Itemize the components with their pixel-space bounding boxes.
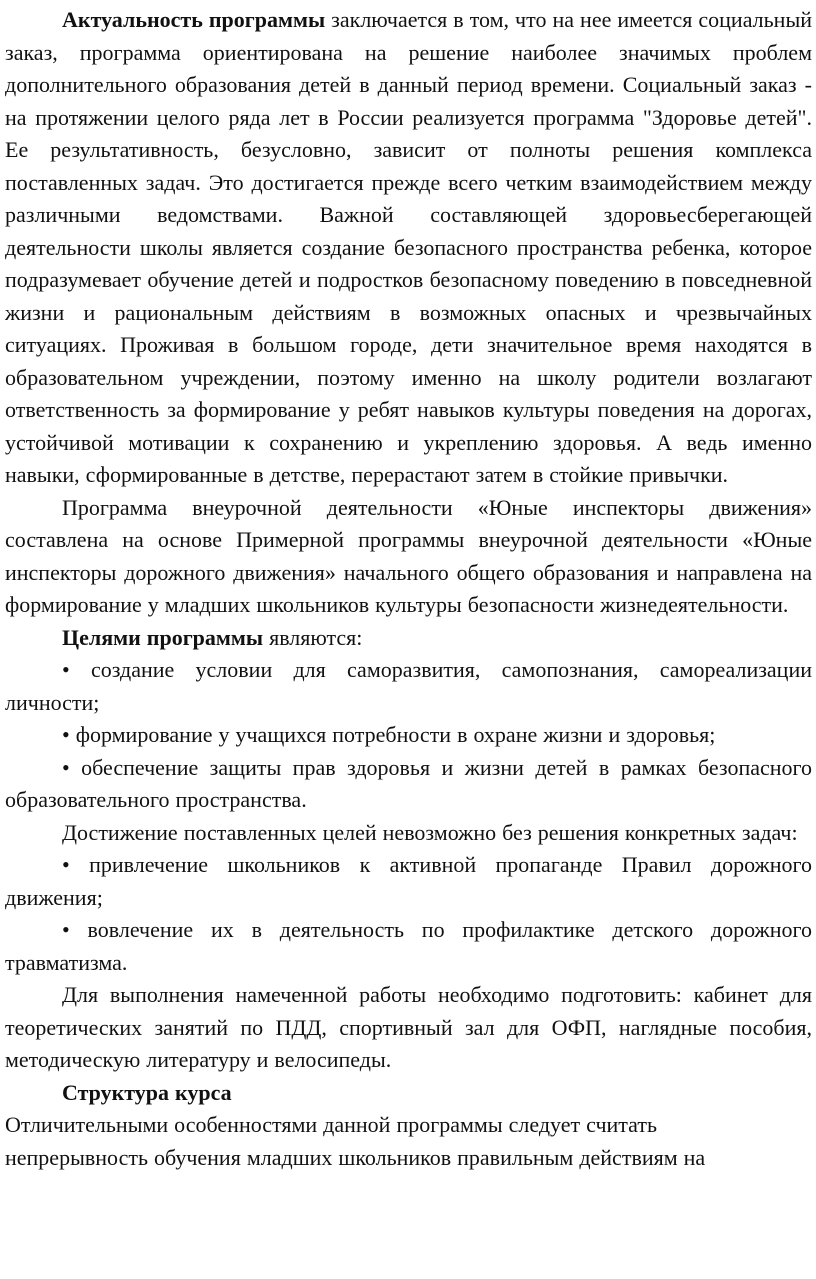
equipment-paragraph: Для выполнения намеченной работы необходимо подготовить: кабинет для теоретических занятий по ПДД, спортивный зал для ОФП, наглядные пособия, методическую литературу и велосипеды. — [5, 982, 812, 1072]
goals-heading: Целями программы — [62, 624, 264, 650]
goal-item: • обеспечение защиты прав здоровья и жизни детей в рамках безопасного образовательного пространства. — [5, 754, 812, 812]
goal-item: • формирование у учащихся потребности в охране жизни и здоровья; — [62, 722, 716, 747]
goals-paragraph — [5, 622, 812, 655]
task-item: • привлечение школьников к активной пропаганде Правил дорожного движения; — [5, 852, 812, 910]
relevance-heading: Актуальность программы — [62, 7, 326, 32]
relevance-paragraph — [5, 4, 812, 492]
goal-item: • создание условии для саморазвития, самопознания, самореализации личности; — [5, 657, 812, 715]
tasks-intro-paragraph: Достижение поставленных целей невозможно без решения конкретных задач: — [62, 819, 798, 845]
goals-intro-text: являются: — [263, 624, 363, 650]
task-item: • вовлечение их в деятельность по профилактике детского дорожного травматизма. — [5, 917, 812, 975]
structure-heading: Структура курса — [62, 1079, 232, 1105]
relevance-text: заключается в том, что на нее имеется социальный заказ, программа ориентирована на решение наиболее значимых проблем дополнительного образования детей в данный период времени. Социальный заказ - на протяжении целого ряда лет в России реализуется программа "Здоровье детей". Ее результативность, безусловно, зависит от полноты решения комплекса поставленных задач. Это достигается прежде всего четким взаимодействием между различными ведомствами. Важной составляющей здоровьесберегающей деятельности школы является создание безопасного пространства ребенка, которое подразумевает обучение детей и подростков безопасному поведению в повседневной жизни и рациональным действиям в возможных опасных и чрезвычайных ситуациях. Проживая в большом городе, дети значительное время находятся в образовательном учреждении, поэтому именно на школу родители возлагают ответственность за формирование у ребят навыков культуры поведения на дорогах, устойчивой мотивации к сохранению и укреплению здоровья. А ведь именно навыки, сформированные в детстве, перерастают затем в стойкие привычки. — [5, 7, 813, 487]
structure-line: непрерывность обучения младших школьников правильным действиям на — [5, 1144, 706, 1170]
structure-line: Отличительными особенностями данной программы следует считать — [5, 1112, 658, 1137]
program-description-paragraph: Программа внеурочной деятельности «Юные инспекторы движения» составлена на основе Примерной программы внеурочной деятельности «Юные инспекторы дорожного движения» начального общего образования и направлена на формирование у младших школьников культуры безопасности жизнедеятельности. — [5, 494, 812, 617]
